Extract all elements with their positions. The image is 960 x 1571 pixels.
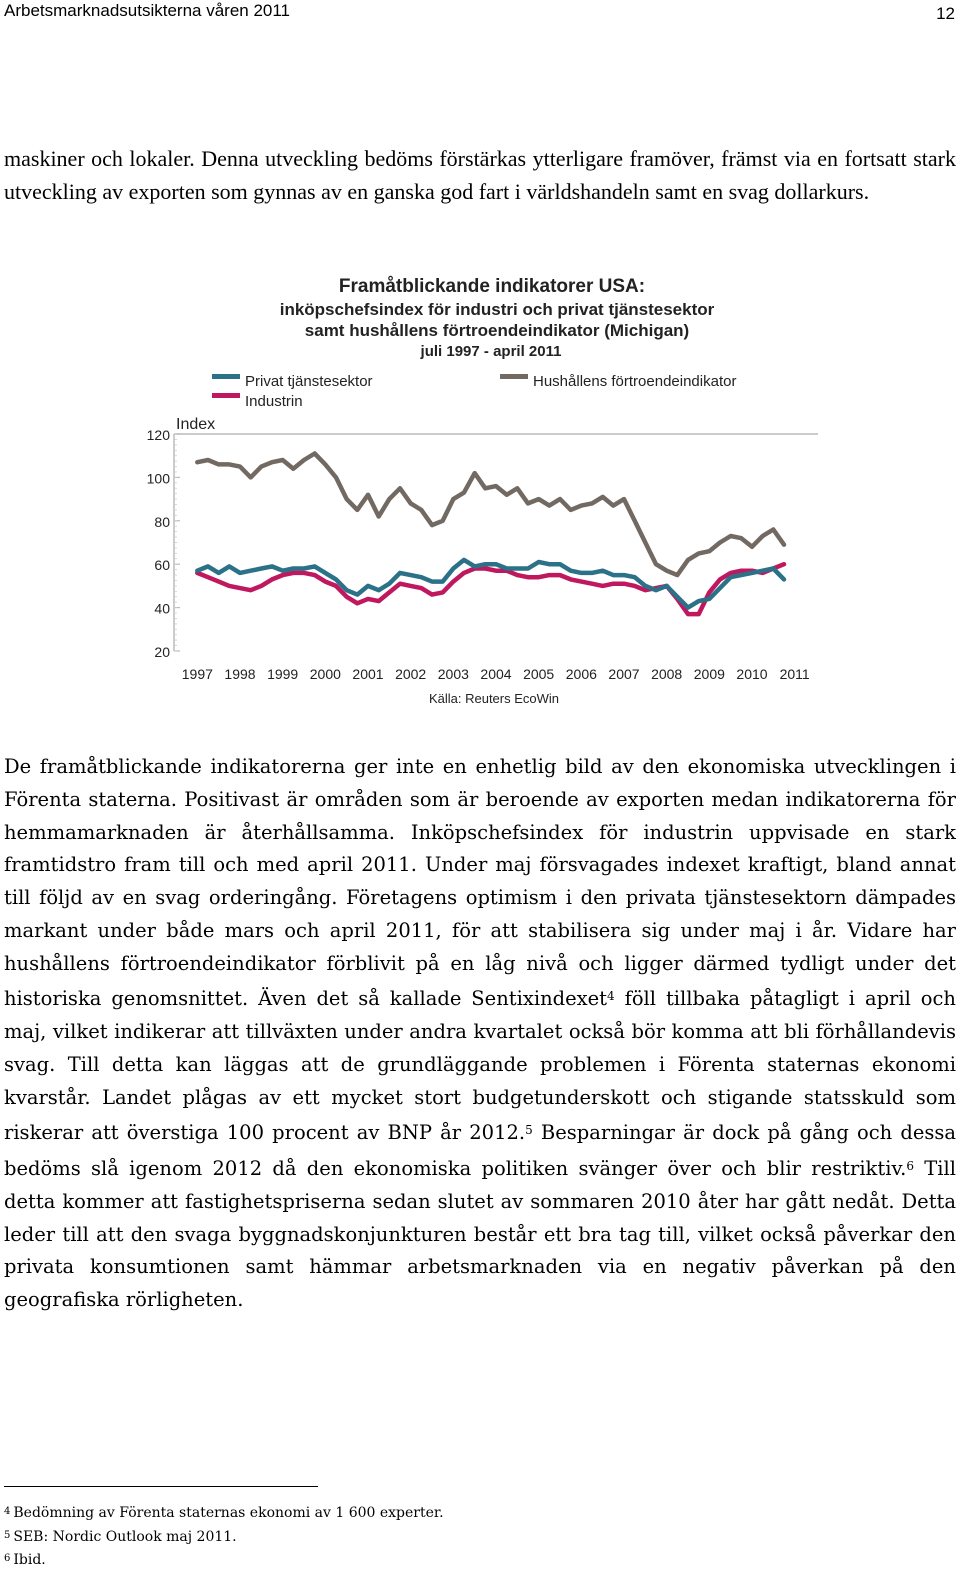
footnote-6 [4, 1550, 46, 1569]
body-text-c: Besparningar är dock på gång och dessa bedöms slå igenom 2012 då den ekonomiska politiken svänger över och blir restriktiv. [4, 1121, 956, 1180]
x-tick-label: 2000 [309, 666, 341, 682]
chart-subtitle-2: samt hushållens förtroendeindikator (Michigan) [304, 321, 690, 340]
chart-series [197, 454, 784, 615]
x-tick-label: 1997 [181, 666, 213, 682]
x-tick-label: 2009 [693, 666, 725, 682]
y-tick-label: 100 [146, 470, 170, 487]
legend-swatch-privat [212, 374, 240, 379]
x-tick-label: 1998 [224, 666, 256, 682]
footnote-5 [4, 1527, 237, 1546]
footnote-number: 6 [4, 1553, 11, 1564]
footnote-text: Ibid. [13, 1552, 46, 1568]
legend-label-privat: Privat tjänstesektor [245, 373, 373, 390]
footnote-ref-6[interactable]: 6 [906, 1159, 914, 1173]
y-axis-label: Index [176, 416, 216, 433]
page-number: 12 [936, 4, 955, 23]
indicator-chart [130, 270, 830, 715]
footnote-4 [4, 1503, 444, 1522]
footnote-ref-5[interactable]: 5 [525, 1123, 533, 1138]
chart-subtitle-1: inköpschefsindex för industri och privat tjänstesektor [279, 300, 715, 319]
chart-svg [130, 270, 830, 715]
x-tick-label: 2006 [565, 666, 597, 682]
y-tick-label: 60 [154, 557, 170, 574]
footnote-number: 4 [4, 1506, 11, 1517]
chart-source: Källa: Reuters EcoWin [428, 691, 560, 706]
footnote-divider [4, 1486, 318, 1487]
body-text-d: Till detta kommer att fastighetspriserna sedan slutet av sommaren 2010 åter har gått nedåt. Detta leder till att den svaga byggnadskonjunkturen består ett bra tag till, vilket också påverkar den privata konsumtionen samt hämmar arbetsmarknaden via en negativ påverkan på den geografiska rörligheten. [4, 1157, 956, 1311]
chart-title: Framåtblickande indikatorer USA: [338, 276, 646, 297]
body-text-b: föll tillbaka påtagligt i april och maj, vilket indikerar att tillväxten under andra kvartalet också bör komma att bli förhållandevis svag. Till detta kan läggas att de grundläggande problemen i Förenta staternas ekonomi kvarstår. Landet plågas av ett mycket stort budgetunderskott och stigande statsskuld som riskerar att överstiga 100 procent av BNP år 2012. [4, 987, 956, 1145]
x-tick-label: 2010 [736, 666, 768, 682]
body-text-a: De framåtblickande indikatorerna ger inte en enhetlig bild av den ekonomiska utvecklingen i Förenta staterna. Positivast är områden som är beroende av exporten medan indikatorerna för hemmamarknaden är återhållsamma. Inköpschefsindex för industrin uppvisade en stark framtidstro fram till och med april 2011. Under maj försvagades indexet kraftigt, bland annat till följd av en svag orderingång. Företagens optimism i den privata tjänstesektorn dämpades markant under både mars och april 2011, för att stabilisera sig under maj i år. Vidare har hushållens förtroendeindikator förblivit på en låg nivå och ligger därmed tydligt under det historiska genomsnittet. Även det så kallade Sentixindexet [4, 755, 956, 1011]
chart-period: juli 1997 - april 2011 [420, 343, 562, 360]
y-tick-label: 80 [154, 513, 170, 530]
document-title: Arbetsmarknadsutsikterna våren 2011 [4, 1, 291, 20]
y-tick-label: 20 [154, 644, 170, 660]
series-line-privat [197, 560, 784, 608]
legend-swatch-hushall [500, 374, 528, 379]
chart-axes [147, 427, 818, 682]
x-tick-label: 2002 [395, 666, 427, 682]
footnote-ref-4[interactable]: 4 [607, 989, 615, 1004]
series-line-hushall [197, 454, 784, 576]
x-tick-label: 2008 [651, 666, 683, 682]
chart-legend [212, 373, 736, 410]
x-tick-label: 2005 [523, 666, 555, 682]
x-tick-label: 2007 [608, 666, 640, 682]
footnote-number: 5 [4, 1530, 11, 1541]
legend-label-industri: Industrin [245, 393, 303, 410]
x-tick-label: 2001 [352, 666, 384, 682]
x-tick-label: 2011 [779, 666, 810, 682]
y-tick-label: 120 [146, 427, 170, 443]
footnote-text: Bedömning av Förenta staternas ekonomi av 1 600 experter. [13, 1505, 444, 1521]
x-tick-label: 1999 [267, 666, 299, 682]
y-tick-label: 40 [154, 600, 170, 617]
x-tick-label: 2003 [437, 666, 469, 682]
footnote-text: SEB: Nordic Outlook maj 2011. [13, 1529, 237, 1545]
legend-label-hushall: Hushållens förtroendeindikator [533, 373, 737, 390]
x-tick-label: 2004 [480, 666, 512, 682]
intro-paragraph: maskiner och lokaler. Denna utveckling bedöms förstärkas ytterligare framöver, främst via en fortsatt stark utveckling av exporten som gynnas av en ganska god fart i världshandeln samt en svag dollarkurs. [4, 146, 956, 204]
page-header [0, 0, 960, 24]
body-paragraph [4, 751, 956, 1317]
legend-swatch-industri [212, 393, 240, 398]
